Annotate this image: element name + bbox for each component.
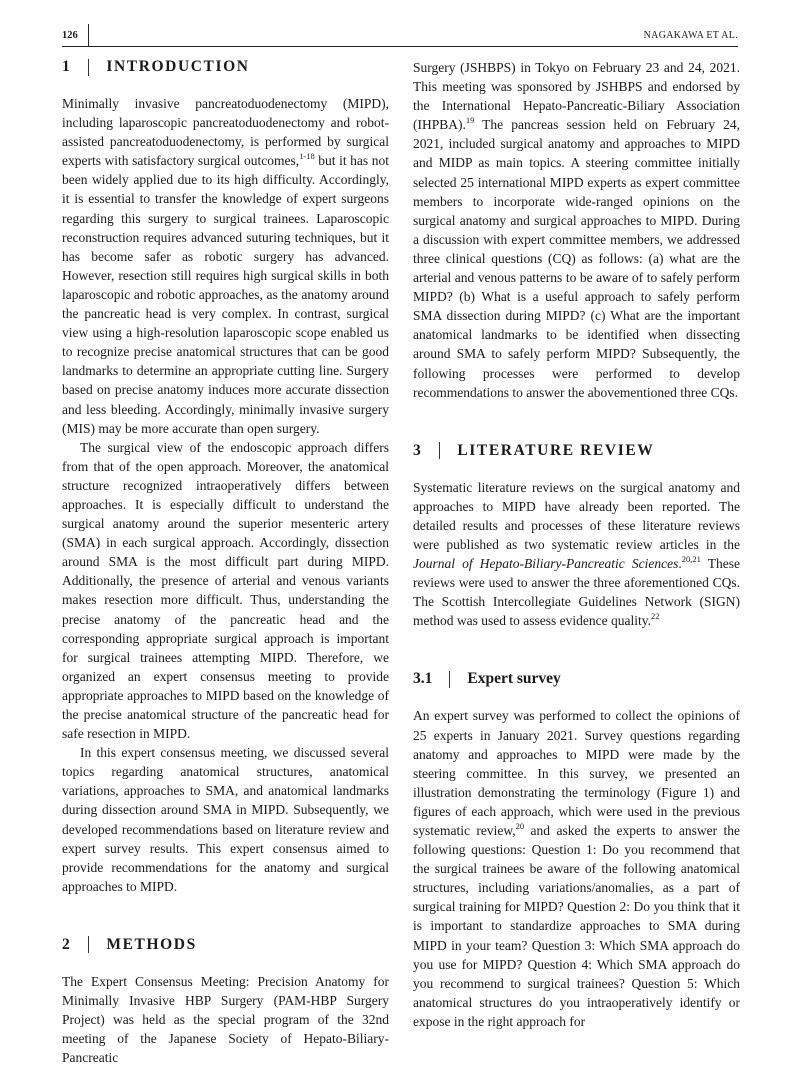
intro-paragraph-3: In this expert consensus meeting, we discussed several topics regarding anatomical structures, anatomical variations, approaches to SMA, and anatomical landmarks during dissection around SMA in MIPD. Subsequently, we developed recommendations based on literature review and expert survey results. This expert consensus aimed to provide recommendations for the anatomy and surgical approaches to MIPD. (62, 745, 389, 894)
text-run: The Expert Consensus Meeting: Precision Anatomy for Minimally Invasive HBP Surgery (PAM-HBP Surgery Project) was held as the special program of the 32nd meeting of the Japanese Society of Hepato-Biliary-Pancreatic (62, 973, 389, 1066)
text-run: These reviews were used to answer the three aforementioned CQs. The Scottish Intercollegiate Guidelines Network (SIGN) method was used to assess evidence quality. (413, 556, 740, 629)
section-divider (439, 442, 440, 459)
citation: 19 (465, 114, 475, 125)
text-run: The pancreas session held on February 24, 2021, included surgical anatomy and approaches to MIPD and MIDP as main topics. A steering committee initially selected 25 international MIPD experts as expert committee members to incorporate wide-ranged opinions on the surgical anatomy and surgical approaches to MIPD. During a discussion with expert committee members, we addressed three clinical questions (CQ) as follows: (a) what are the arterial and venous patterns to be aware of to safely perform MIPD? (b) What is a useful approach to safely perform SMA dissection during MIPD? (c) What are the important anatomical landmarks to be identified when dissecting around SMA to safely perform MIPD? Subsequently, the following processes were performed to develop recommendations to answer the abovementioned three CQs. (413, 117, 740, 400)
text-run: An expert survey was performed to collect the opinions of 25 experts in January 2021. Survey questions regarding anatomy and approaches to MIPD were made by the steering committee. In this survey, we presented an illustration demonstrating the terminology (Figure 1) and figures of each approach, which were used in the previous systematic review, (413, 708, 740, 838)
methods-paragraph-1 (62, 972, 389, 1067)
methods-paragraph-1-continued (413, 58, 740, 402)
section-heading-introduction (62, 58, 389, 76)
citation: 20,21 (681, 553, 701, 564)
section-heading-literature-review (413, 442, 740, 460)
section-title: LITERATURE REVIEW (457, 441, 655, 459)
header-separator (88, 24, 89, 46)
text-run: but it has not been widely applied due to its high difficulty. Accordingly, it is essential to transfer the knowledge of expert surgeons regarding this surgery to surgical trainees. Laparoscopic reconstruction requires advanced suturing techniques, but it has become safer as robotic surgery has advanced. However, resection still requires high surgical skills in both laparoscopic and robotic approaches, as the anatomy around the pancreatic head is very complex. In contrast, surgical view using a high-resolution laparoscopic scope enabled us to recognize precise anatomical structures that can be good landmarks to determine an appropriate cutting line. Surgery based on precise anatomy induces more accurate dissection and less bleeding. Accordingly, minimally invasive surgery (MIS) may be more accurate than open surgery. (62, 153, 389, 436)
intro-paragraph-2: The surgical view of the endoscopic approach differs from that of the open approach. Moreover, the anatomical structure recognized intraoperatively differs between approaches. It is especially difficult to understand the surgical anatomy around the superior mesenteric artery (SMA) in each surgical approach. Accordingly, dissection around SMA is the most difficult part during MIPD. Additionally, the presence of arterial and venous variants makes resection more difficult. Thus, understanding the precise anatomy of the pancreatic head and the corresponding appropriate surgical approach is important for surgical trainees attempting MIPD. Therefore, we organized an expert consensus meeting to provide appropriate approaches to MIPD based on the knowledge of the precise anatomical structure of the pancreatic head for safe resection in MIPD. (62, 439, 389, 742)
section-number: 2 (62, 935, 72, 953)
text-run: and asked the experts to answer the following questions: Question 1: Do you recommend that the surgical trainees be aware of the following anatomical structures, including variations/anomalies, as a part of surgical training for MIPD? Question 2: Do you think that it is important to standardize approaches to SMA during MIPD in your team? Question 3: Which SMA approach do you use for MIPD? Question 4: Which SMA approach do you recommend to surgical trainees? Question 5: Which anatomical structures do you intraoperatively identify or expose in the right approach for (413, 823, 740, 1029)
section-number: 1 (62, 58, 72, 75)
section-title: METHODS (106, 935, 197, 953)
literature-paragraph-1 (413, 478, 740, 631)
text-run: Surgery (JSHBPS) in Tokyo on February 23 and 24, 2021. This meeting was sponsored by JSHBPS and endorsed by the International Hepato-Pancreatic-Biliary Association (IHPBA). (413, 60, 740, 133)
section-divider (88, 59, 89, 76)
subsection-heading-expert-survey (413, 670, 740, 688)
section-divider (449, 671, 450, 688)
section-number: 3 (413, 441, 423, 459)
text-run: Systematic literature reviews on the surgical anatomy and approaches to MIPD have already been reported. The detailed results and processes of these literature reviews were published as two systematic review articles in the (413, 479, 740, 552)
section-divider (88, 936, 89, 953)
section-title: Expert survey (467, 670, 561, 688)
right-column (413, 58, 740, 1031)
journal-title: Journal of Hepato-Biliary-Pancreatic Sciences (413, 556, 679, 572)
running-header (62, 22, 738, 47)
citation: 1-18 (299, 150, 315, 161)
section-number: 3.1 (413, 670, 433, 688)
left-column (62, 58, 389, 1067)
running-author: NAGAKAWA ET AL. (643, 30, 738, 41)
page-number: 126 (62, 30, 78, 41)
text-run: Minimally invasive pancreatoduodenectomy (MIPD), including laparoscopic pancreatoduodenectomy and robot-assisted pancreatoduodenectomy, is performed by surgical experts with satisfactory surgical outcomes, (62, 96, 389, 169)
section-title: INTRODUCTION (106, 58, 250, 75)
intro-paragraph-1 (62, 94, 389, 438)
citation: 20 (515, 820, 525, 831)
text-run: . (678, 556, 682, 572)
citation: 22 (650, 610, 660, 621)
survey-paragraph-1 (413, 706, 740, 1031)
section-heading-methods (62, 936, 389, 954)
